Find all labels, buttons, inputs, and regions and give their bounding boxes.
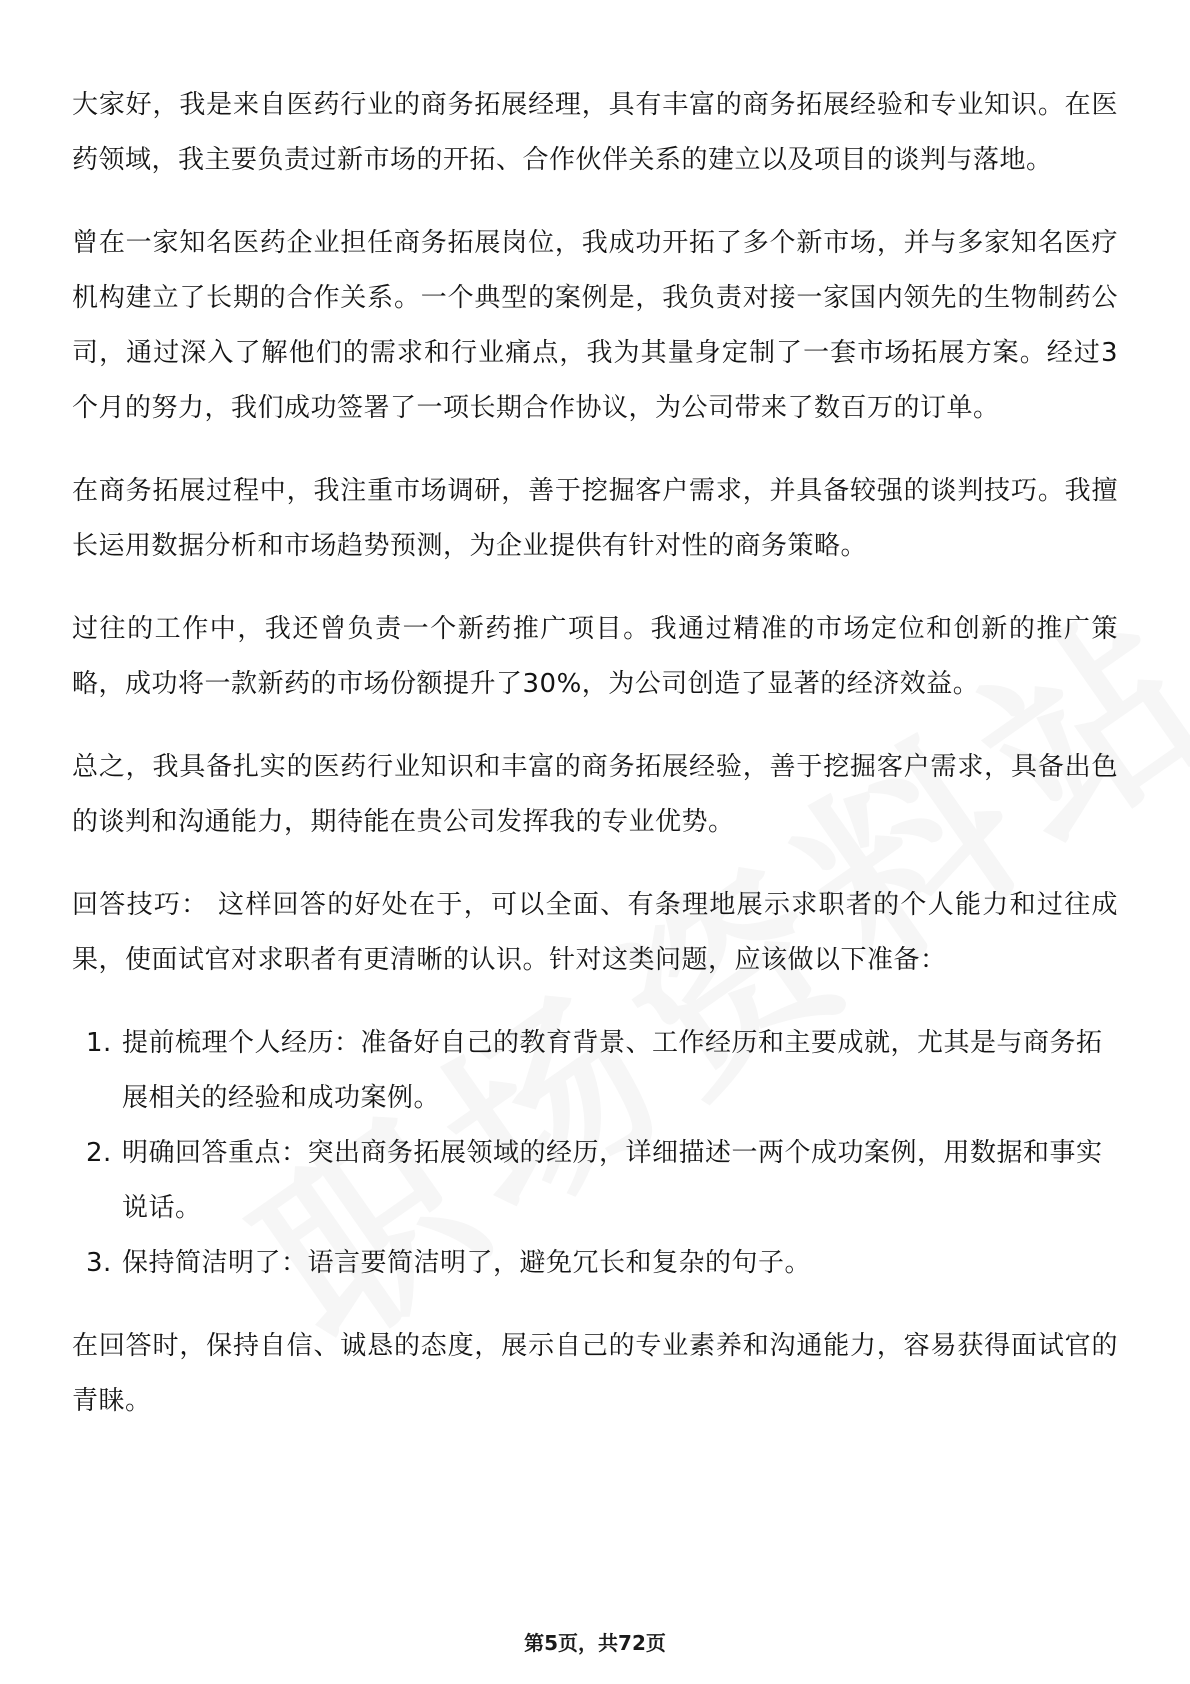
page-number-footer: 第5页，共72页 [524, 1631, 666, 1655]
list-item [72, 1126, 1118, 1236]
paragraph-summary: 总之，我具备扎实的医药行业知识和丰富的商务拓展经验，善于挖掘客户需求，具备出色的谈判和沟通能力，期待能在贵公司发挥我的专业优势。 [72, 752, 1118, 837]
paragraph-tips: 回答技巧： 这样回答的好处在于，可以全面、有条理地展示求职者的个人能力和过往成果，使面试官对求职者有更清晰的认识。针对这类问题，应该做以下准备： [72, 890, 1118, 975]
list-item-text: 提前梳理个人经历：准备好自己的教育背景、工作经历和主要成就，尤其是与商务拓展相关的经验和成功案例。 [122, 1028, 1103, 1113]
paragraph-closing: 在回答时，保持自信、诚恳的态度，展示自己的专业素养和沟通能力，容易获得面试官的青睐。 [72, 1331, 1118, 1416]
list-item [72, 1016, 1118, 1126]
list-item-text: 明确回答重点：突出商务拓展领域的经历，详细描述一两个成功案例，用数据和事实说话。 [122, 1138, 1103, 1223]
list-number: 3. [86, 1248, 112, 1278]
tips-list [72, 1016, 1118, 1291]
list-number: 1. [86, 1028, 112, 1058]
paragraph-skills: 在商务拓展过程中，我注重市场调研，善于挖掘客户需求，并具备较强的谈判技巧。我擅长运用数据分析和市场趋势预测，为企业提供有针对性的商务策略。 [72, 476, 1118, 561]
paragraph-intro: 大家好，我是来自医药行业的商务拓展经理，具有丰富的商务拓展经验和专业知识。在医药领域，我主要负责过新市场的开拓、合作伙伴关系的建立以及项目的谈判与落地。 [72, 90, 1118, 175]
list-item [72, 1236, 1118, 1291]
list-item-text: 保持简洁明了：语言要简洁明了，避免冗长和复杂的句子。 [122, 1248, 812, 1278]
list-number: 2. [86, 1138, 112, 1168]
paragraph-project: 过往的工作中，我还曾负责一个新药推广项目。我通过精准的市场定位和创新的推广策略，成功将一款新药的市场份额提升了30%，为公司创造了显著的经济效益。 [72, 614, 1118, 699]
paragraph-case: 曾在一家知名医药企业担任商务拓展岗位，我成功开拓了多个新市场，并与多家知名医疗机构建立了长期的合作关系。一个典型的案例是，我负责对接一家国内领先的生物制药公司，通过深入了解他们的需求和行业痛点，我为其量身定制了一套市场拓展方案。经过3个月的努力，我们成功签署了一项长期合作协议，为公司带来了数百万的订单。 [72, 228, 1118, 423]
document-body [72, 78, 1118, 1457]
